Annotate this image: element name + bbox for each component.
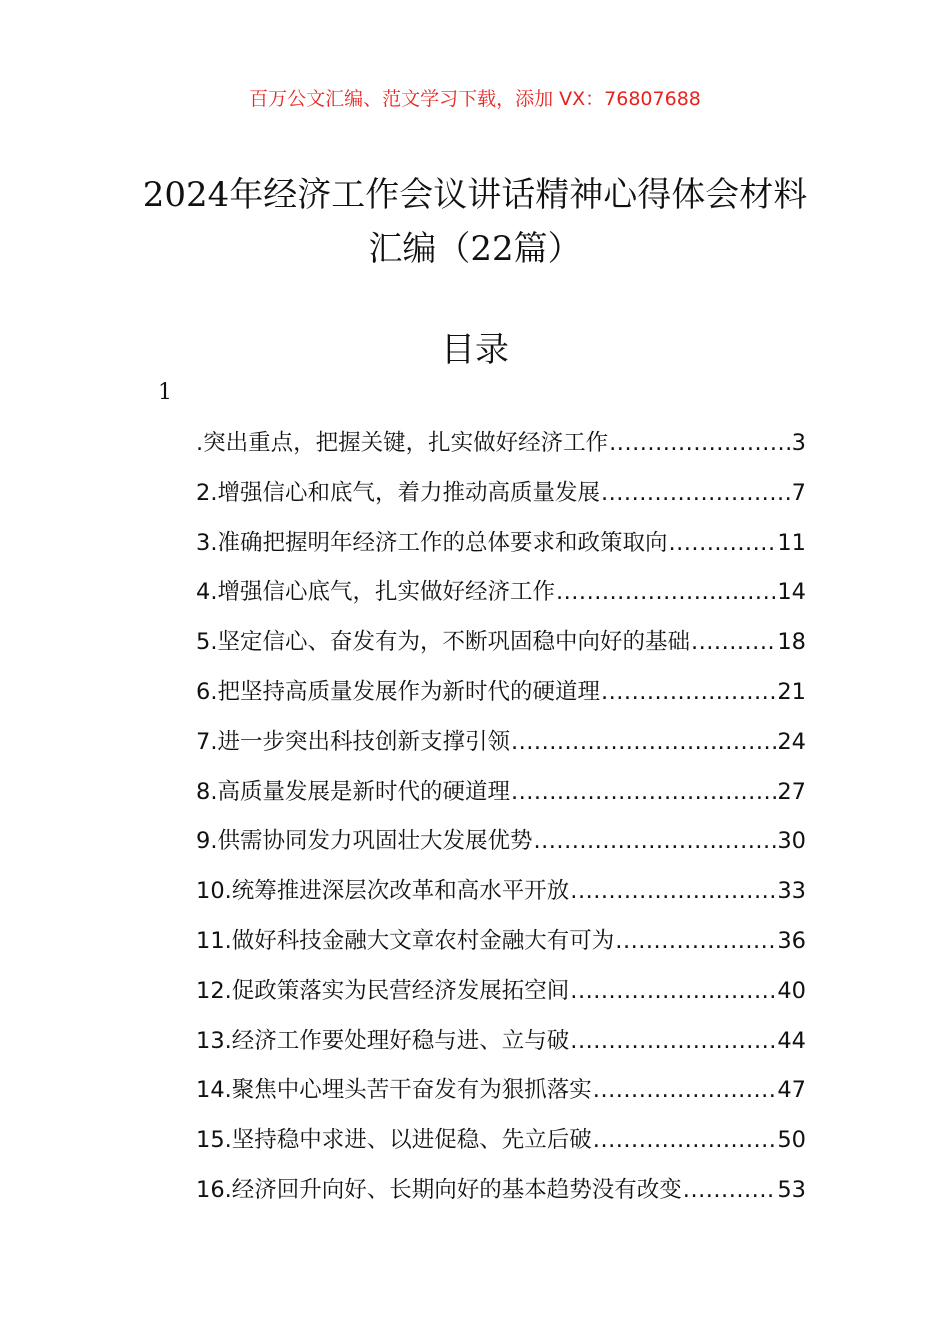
toc-entry[interactable]	[196, 1066, 806, 1116]
toc-leader-dots	[593, 1066, 777, 1116]
toc-entry-title: 16.经济回升向好、长期向好的基本趋势没有改变	[196, 1176, 682, 1203]
toc-entry-page: 50	[777, 1127, 806, 1154]
toc-entry-title: 14.聚焦中心埋头苦干奋发有为狠抓落实	[196, 1077, 592, 1104]
toc-leader-dots	[593, 1116, 777, 1166]
toc-entry-title: 3.准确把握明年经济工作的总体要求和政策取向	[196, 529, 668, 556]
toc-entry-title: 2.增强信心和底气，着力推动高质量发展	[196, 479, 600, 506]
toc-entry-title: 10.统筹推进深层次改革和高水平开放	[196, 878, 570, 905]
toc-entry-title: 15.坚持稳中求进、以进促稳、先立后破	[196, 1127, 592, 1154]
toc-entry[interactable]	[196, 618, 806, 668]
toc-entry-page: 7	[791, 479, 806, 506]
toc-entry[interactable]	[196, 1166, 806, 1216]
toc-entry[interactable]	[196, 519, 806, 569]
toc-entry-page: 18	[777, 629, 806, 656]
toc-entry-title: 6.把坚持高质量发展作为新时代的硬道理	[196, 678, 600, 705]
toc-entry-page: 21	[777, 678, 806, 705]
toc-list	[196, 419, 806, 1216]
toc-leader-dots	[609, 419, 791, 469]
toc-leader-dots	[570, 967, 776, 1017]
toc-entry-page: 36	[777, 927, 806, 954]
toc-leader-dots	[570, 1017, 776, 1067]
toc-entry-title: 4.增强信心底气，扎实做好经济工作	[196, 579, 555, 606]
toc-entry-title: 7.进一步突出科技创新支撑引领	[196, 728, 510, 755]
toc-entry-title: 5.坚定信心、奋发有为，不断巩固稳中向好的基础	[196, 629, 690, 656]
toc-heading: 目录	[441, 330, 509, 370]
toc-entry-page: 3	[791, 430, 806, 456]
toc-entry-title: 13.经济工作要处理好稳与进、立与破	[196, 1027, 570, 1054]
toc-entry[interactable]	[196, 917, 806, 967]
toc-entry-title: 8.高质量发展是新时代的硬道理	[196, 778, 510, 805]
toc-entry[interactable]	[196, 668, 806, 718]
toc-entry[interactable]	[196, 469, 806, 519]
toc-entry-page: 53	[777, 1176, 806, 1203]
toc-entry-title: 12.促政策落实为民营经济发展拓空间	[196, 977, 570, 1004]
toc-leader-dots	[683, 1166, 777, 1216]
toc-entry[interactable]	[196, 419, 806, 469]
toc-entry-title: 9.供需协同发力巩固壮大发展优势	[196, 828, 533, 855]
toc-entry-page: 24	[777, 728, 806, 755]
toc-entry[interactable]	[196, 817, 806, 867]
toc-leader-dots	[601, 668, 776, 718]
header-note: 百万公文汇编、范文学习下载，添加 VX：76807688	[249, 88, 701, 110]
toc-entry[interactable]	[196, 568, 806, 618]
toc-entry[interactable]	[196, 768, 806, 818]
toc-leader-dots	[511, 768, 776, 818]
toc-entry-page: 33	[777, 878, 806, 905]
toc-leader-dots	[533, 817, 776, 867]
toc-entry-page: 40	[777, 977, 806, 1004]
toc-entry[interactable]	[196, 718, 806, 768]
page-marker: 1	[158, 380, 172, 405]
toc-entry-page: 27	[777, 778, 806, 805]
toc-entry[interactable]	[196, 967, 806, 1017]
toc-entry[interactable]	[196, 867, 806, 917]
toc-leader-dots	[556, 568, 776, 618]
toc-leader-dots	[668, 519, 776, 569]
document-title: 2024年经济工作会议讲话精神心得体会材料汇编（22篇）	[142, 175, 808, 269]
toc-leader-dots	[615, 917, 776, 967]
toc-leader-dots	[570, 867, 776, 917]
toc-leader-dots	[691, 618, 776, 668]
toc-entry[interactable]	[196, 1017, 806, 1067]
toc-entry-page: 11	[777, 529, 806, 556]
toc-leader-dots	[511, 718, 776, 768]
toc-entry-page: 30	[777, 828, 806, 855]
toc-leader-dots	[601, 469, 791, 519]
toc-entry-page: 14	[777, 579, 806, 606]
toc-entry-title: 11.做好科技金融大文章农村金融大有可为	[196, 927, 615, 954]
toc-entry-page: 47	[777, 1077, 806, 1104]
toc-entry-page: 44	[777, 1027, 806, 1054]
toc-entry-title: .突出重点，把握关键，扎实做好经济工作	[196, 430, 609, 456]
toc-entry[interactable]	[196, 1116, 806, 1166]
